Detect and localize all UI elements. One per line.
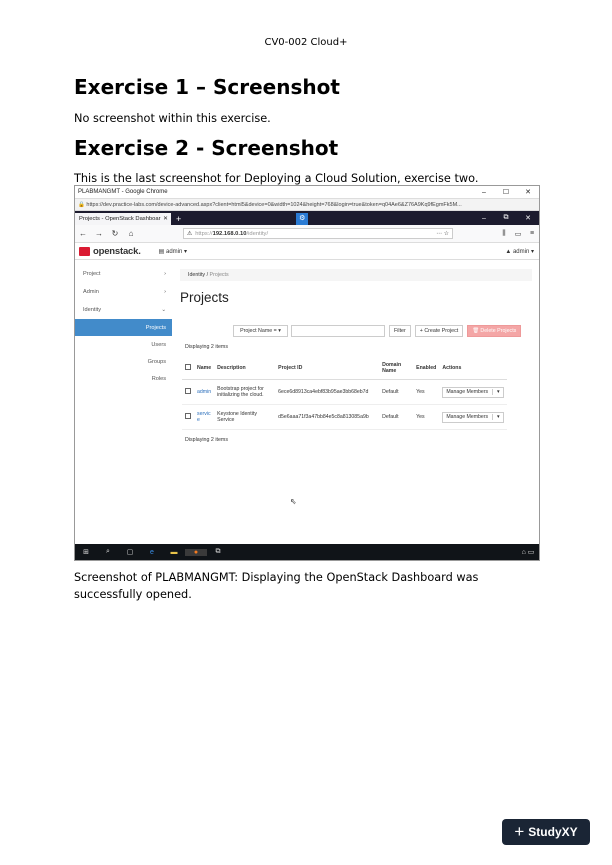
sidebar-item-project[interactable]: Project › xyxy=(83,271,166,277)
breadcrumb-projects: Projects xyxy=(209,272,229,278)
address-bar[interactable] xyxy=(183,228,453,239)
windows-taskbar xyxy=(75,544,539,560)
chevron-right-icon: › xyxy=(164,289,166,295)
plus-icon: + xyxy=(514,822,525,841)
openstack-logo-icon xyxy=(79,247,90,256)
remote-toolbar-icon[interactable]: ⚙ xyxy=(296,213,308,225)
row-checkbox[interactable] xyxy=(182,405,194,430)
system-tray-icon[interactable]: ⌂ ▭ xyxy=(521,549,535,556)
col-enabled[interactable]: Enabled xyxy=(413,357,439,380)
edge-icon[interactable]: e xyxy=(150,548,154,556)
col-description[interactable]: Description xyxy=(214,357,275,380)
start-icon[interactable]: ⊞ xyxy=(83,549,89,556)
table-row xyxy=(182,405,507,430)
sidebar-item-admin[interactable]: Admin › xyxy=(83,289,166,295)
menu-icon[interactable]: ≡ xyxy=(529,229,535,237)
address-url: https://192.168.0.10/identity/ xyxy=(195,230,269,237)
project-enabled: Yes xyxy=(413,405,439,430)
project-description: Keystone Identity Service xyxy=(214,405,275,430)
openstack-topbar xyxy=(75,243,539,260)
firefox-icon[interactable]: ● xyxy=(185,549,207,556)
warning-icon: ⚠ xyxy=(187,230,193,237)
breadcrumb: Identity / Projects xyxy=(180,269,532,281)
lock-icon: 🔒 xyxy=(78,201,87,208)
chevron-down-icon: ⌄ xyxy=(161,307,166,313)
forward-icon[interactable]: → xyxy=(95,229,103,238)
tab-title: Projects - OpenStack Dashboar xyxy=(79,216,161,222)
back-icon[interactable]: ← xyxy=(79,229,87,238)
exercise-2-text: This is the last screenshot for Deploying a Cloud Solution, exercise two. xyxy=(74,172,479,185)
project-enabled: Yes xyxy=(413,380,439,405)
manage-members-button[interactable]: Manage Members ▾ xyxy=(442,412,504,423)
exercise-1-text: No screenshot within this exercise. xyxy=(74,112,271,125)
caption: Screenshot of PLABMANGMT: Displaying the OpenStack Dashboard was successfully opened. xyxy=(74,571,479,601)
search-icon[interactable]: ⌕ xyxy=(106,548,110,555)
user-menu[interactable]: ▲ admin ▾ xyxy=(505,248,534,255)
filter-bar xyxy=(180,324,532,337)
tab-close-icon[interactable]: ✕ xyxy=(163,216,168,222)
new-tab-button[interactable]: + xyxy=(176,214,182,224)
project-id: 6ece6d8913ca4ebf83b95ae3bb68eb7d xyxy=(275,380,379,405)
maximize-icon[interactable]: ☐ xyxy=(502,189,510,196)
browser-tab-strip xyxy=(75,211,539,225)
project-name-link[interactable]: service xyxy=(194,405,214,430)
select-all-checkbox[interactable] xyxy=(182,357,194,380)
project-selector[interactable]: ▤ admin ▾ xyxy=(158,248,188,255)
filter-button[interactable]: Filter xyxy=(389,325,411,337)
browser-minimize-icon[interactable]: – xyxy=(482,214,486,222)
minimize-icon[interactable]: – xyxy=(482,188,486,196)
row-checkbox[interactable] xyxy=(182,380,194,405)
caret-down-icon[interactable]: ▾ xyxy=(492,414,503,420)
filter-field-select[interactable]: Project Name = ▾ xyxy=(233,325,288,337)
task-view-icon[interactable]: ▢ xyxy=(126,549,134,556)
sidebar-item-users[interactable]: Users xyxy=(151,341,166,348)
main-content xyxy=(180,265,532,443)
col-actions: Actions xyxy=(439,357,507,380)
table-header xyxy=(182,357,507,380)
screenshot-frame xyxy=(74,185,540,561)
col-project-id[interactable]: Project ID xyxy=(275,357,379,380)
close-icon[interactable]: ✕ xyxy=(525,189,531,196)
breadcrumb-identity[interactable]: Identity xyxy=(188,272,206,278)
mouse-cursor-icon: ⇖ xyxy=(290,497,297,506)
library-icon[interactable]: ⫼ xyxy=(502,229,506,237)
reload-icon[interactable]: ↻ xyxy=(111,229,119,238)
remote-window-titlebar xyxy=(75,186,539,199)
file-explorer-icon[interactable]: ▬ xyxy=(170,548,178,556)
exercise-2-title: Exercise 2 - Screenshot xyxy=(74,136,339,160)
home-icon[interactable]: ⌂ xyxy=(128,229,134,238)
caret-down-icon[interactable]: ▾ xyxy=(492,389,503,395)
more-icon[interactable]: ⋯ xyxy=(436,230,443,237)
manage-members-button[interactable]: Manage Members ▾ xyxy=(442,387,504,398)
sidebar-item-groups[interactable]: Groups xyxy=(147,358,166,365)
create-project-button[interactable]: + Create Project xyxy=(415,325,463,337)
bookmark-star-icon[interactable]: ☆ xyxy=(442,230,449,237)
item-count: Displaying 2 items xyxy=(185,344,228,350)
browser-tab[interactable] xyxy=(75,213,171,225)
col-domain-name[interactable]: Domain Name xyxy=(379,357,413,380)
chevron-right-icon: › xyxy=(164,271,166,277)
projects-table xyxy=(182,357,507,430)
item-count-footer: Displaying 2 items xyxy=(185,437,228,443)
sidebar-icon[interactable]: ▭ xyxy=(514,230,522,238)
page-title: Projects xyxy=(180,290,229,305)
studyxy-badge: + StudyXY xyxy=(502,819,590,845)
openstack-logo[interactable] xyxy=(79,246,141,257)
sidebar xyxy=(75,265,172,387)
window-title: PLABMANGMT - Google Chrome xyxy=(78,189,168,195)
sidebar-item-roles[interactable]: Roles xyxy=(151,375,166,382)
delete-projects-button[interactable]: 🗑 Delete Projects xyxy=(467,325,521,337)
page-header: CV0-002 Cloud+ xyxy=(264,37,348,48)
remote-url-bar xyxy=(75,199,539,211)
table-row xyxy=(182,380,507,405)
browser-nav-bar xyxy=(75,225,539,243)
filter-input[interactable] xyxy=(291,325,385,337)
project-id: d5e6aaa71f3a47bb84e5c8a813085a9b xyxy=(275,405,379,430)
sidebar-item-projects[interactable]: Projects xyxy=(75,319,172,336)
user-icon: ▲ xyxy=(505,248,513,255)
project-description: Bootstrap project for initializing the cloud. xyxy=(214,380,275,405)
project-domain: Default xyxy=(379,405,413,430)
openstack-logo-text: openstack. xyxy=(93,245,141,257)
network-app-icon[interactable]: ⧉ xyxy=(215,548,221,555)
project-name-link[interactable]: admin xyxy=(194,380,214,405)
col-name[interactable]: Name xyxy=(194,357,214,380)
browser-restore-icon[interactable]: ⧉ xyxy=(503,214,509,221)
remote-url: https://dev.practice-labs.com/device-advanced.aspx?client=html5&device=0&width=1024&height=768&login=true&token=q04Ae6&Z76A9Kq9fEgmFk5M... xyxy=(86,201,462,208)
browser-close-icon[interactable]: ✕ xyxy=(525,215,531,222)
project-domain: Default xyxy=(379,380,413,405)
project-icon: ▤ xyxy=(158,248,166,255)
exercise-1-title: Exercise 1 – Screenshot xyxy=(74,75,340,99)
sidebar-item-identity[interactable]: Identity ⌄ xyxy=(83,307,166,313)
